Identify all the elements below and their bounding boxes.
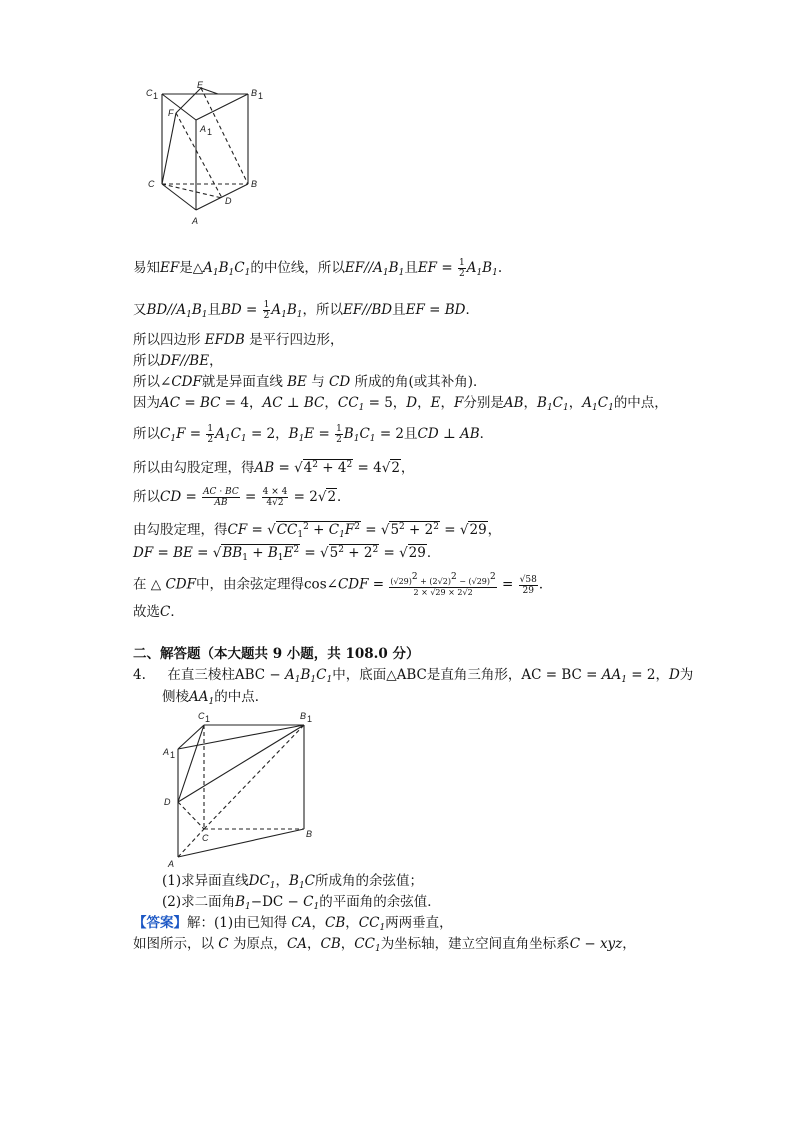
solution-line-8: 所以由勾股定理，得AB = $√4^2 + 4^2 = 4√2$， — [133, 460, 415, 476]
prism-figure-2 — [158, 705, 323, 870]
question-4-part-2: (2)求二面角$B_1-DC - C_1$的平面角的余弦值． — [162, 894, 441, 912]
question-4-part-1: (1)求异面直线$DC_1$，$B_1C$所成角的余弦值； — [162, 873, 424, 891]
question-4-line-2: 侧棱$AA_1$的中点． — [162, 689, 269, 707]
label-b: B — [251, 179, 258, 189]
label-c: C — [202, 833, 209, 843]
label-a1: A — [163, 747, 170, 757]
solution-line-4: 所以DF//BE， — [133, 353, 223, 369]
label-a1: A — [200, 124, 207, 134]
label-a: A — [192, 216, 199, 226]
label-d: D — [225, 196, 232, 206]
answer-line-2: 如图所示，以 C 为原点，CA，CB，$CC_1$为坐标轴，建立空间直角坐标系C − xyz， — [133, 936, 636, 954]
answer-line-1: 【答案】解：(1)由已知得 CA，CB，$CC_1$两两垂直， — [133, 915, 453, 933]
label-sub: 1 — [170, 750, 176, 760]
label-b: B — [306, 829, 313, 839]
label-c1: C — [146, 88, 153, 98]
label-a: A — [168, 859, 175, 869]
label-e: E — [197, 80, 204, 90]
section-header: 二、解答题（本大题共 9 小题，共 108.0 分） — [133, 646, 420, 662]
label-sub: 1 — [205, 714, 211, 724]
solution-line-2: 又$BD//A_1B_1$且BD = $\frac{1}{2}$ $A_1B_1$，所以EF//BD且EF = BD． — [133, 300, 479, 321]
solution-line-13: 故选C． — [133, 604, 184, 620]
solution-line-1: 易知EF是$\triangle A_1B_1C_1$的中位线，所以$EF//A_1B_1$且EF = $\frac{1}{2}$ $A_1B_1$. — [133, 258, 503, 279]
label-sub: 1 — [153, 91, 159, 101]
label-d: D — [164, 797, 171, 807]
solution-line-7: 所以$C_1F$ = $\frac{1}{2}$ $A_1C_1 = 2$，$B_1E$ = $\frac{1}{2}$ $B_1C_1 = 2$且CD ⊥ AB． — [133, 424, 494, 445]
solution-line-5: 所以∠CDF就是异面直线 BE 与 CD 所成的角(或其补角)． — [133, 374, 487, 390]
solution-line-12: 在 △ CDF中，由余弦定理得cos∠CDF = $\frac{(√29)^2 + (2√2)^2 - (√29)^2}{2 \times √29 \times 2√2}$ = $\frac{√58}{29}$ ． — [133, 572, 553, 597]
solution-line-10: 由勾股定理，得CF = $√CC_1^2 + C_1F^2 = √5^2 + 2^2 = √29$， — [133, 522, 502, 540]
label-sub: 1 — [207, 127, 213, 137]
prism-figure-1 — [140, 78, 270, 230]
solution-line-3: 所以四边形 EFDB 是平行四边形， — [133, 332, 344, 348]
solution-line-6: 因为AC = BC = 4，AC ⊥ BC，$CC_1 = 5$，D，E，F分别是AB，$B_1C_1$，$A_1C_1$的中点， — [133, 395, 668, 413]
label-c1: C — [198, 711, 205, 721]
label-sub: 1 — [307, 714, 313, 724]
question-4-line-1: 4. 在直三棱柱ABC − $A_1B_1C_1$中，底面△ABC是直角三角形，AC = BC = $AA_1 = 2$，D为 — [133, 667, 694, 685]
label-sub: 1 — [258, 91, 264, 101]
label-c: C — [148, 179, 155, 189]
label-b1: B — [300, 711, 307, 721]
solution-line-9: 所以CD = $\frac{AC \cdot BC}{AB}$ = $\frac{4 \times 4}{4√2}$ = 2√2． — [133, 487, 351, 508]
solution-line-11: DF = BE = $√BB_1 + B_1E^2 = √5^2 + 2^2 = √29$． — [133, 545, 441, 563]
label-b1: B — [251, 88, 258, 98]
label-f: F — [168, 108, 174, 118]
